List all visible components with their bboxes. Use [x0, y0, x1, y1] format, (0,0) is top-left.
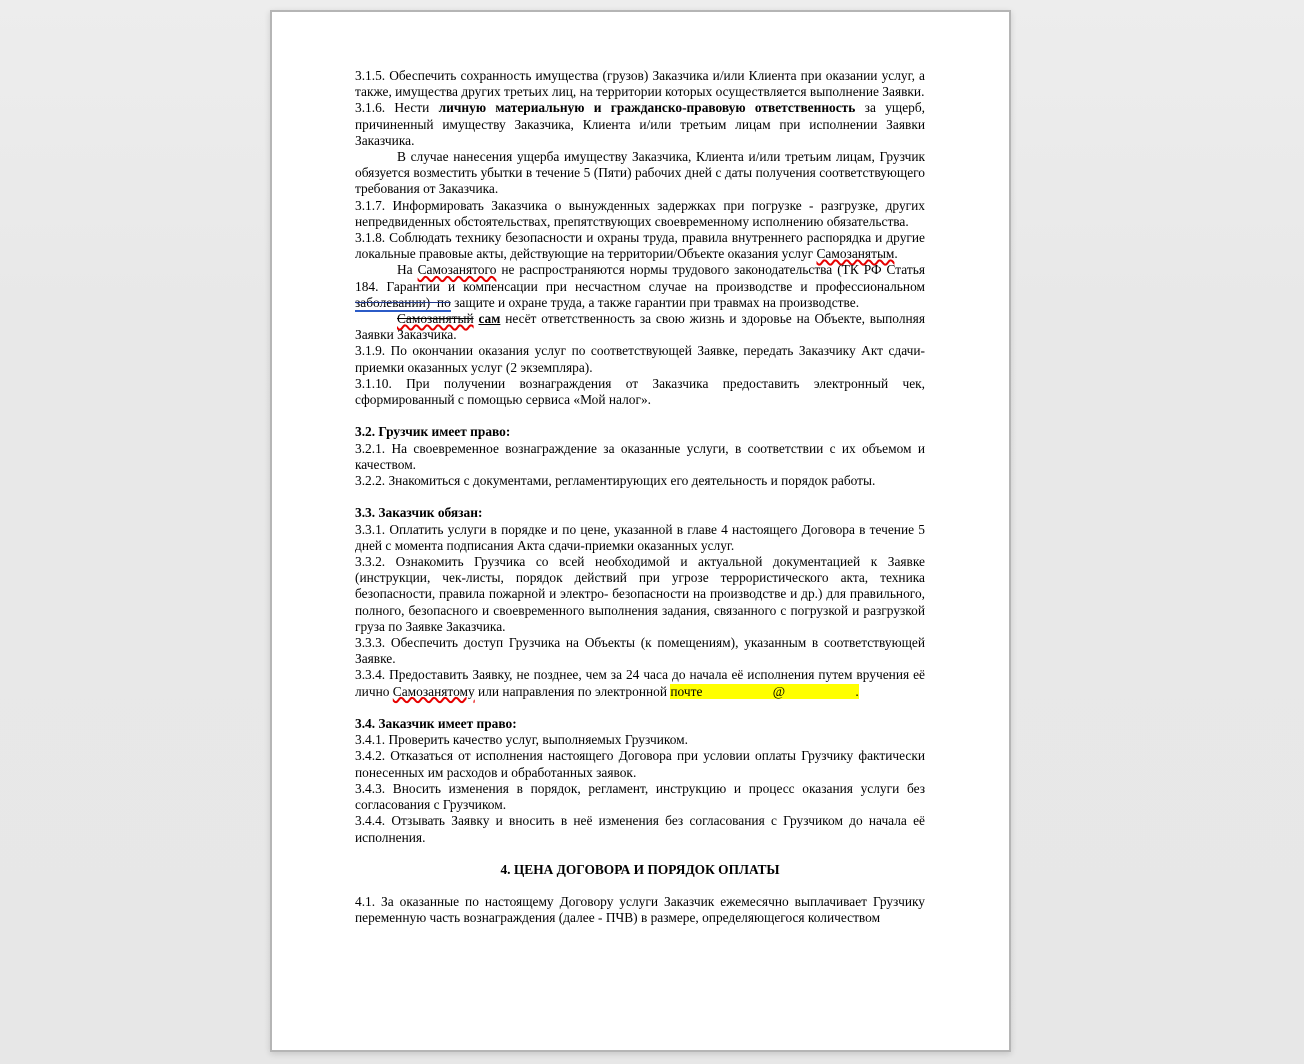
paragraph: [355, 667, 925, 699]
paragraph: [355, 230, 925, 262]
text-run: 3.3.2. Ознакомить Грузчика со всей необходимой и актуальной документацией к Заявке (инструкции, чек-листы, порядок действий при угрозе террористического акта, техника безопасности, правила пожарной и электро- безопасности на производстве и др.) для правильного, полного, безопасного и своевременного выполнения задания, связанного с погрузкой и разгрузкой груза по Заявке Заказчика.: [355, 554, 925, 634]
text-run: не распространяются нормы трудового законодательства (ТК РФ Статья 184. Гарантии и компенсации при несчастном случае на производстве и профессиональном: [355, 262, 925, 294]
text-run: 3.4.3. Вносить изменения в порядок, регламент, инструкцию и процесс оказания услуги без согласования с Грузчиком.: [355, 780, 925, 813]
paragraph: [355, 748, 925, 780]
text-run: 3.3.3. Обеспечить доступ Грузчика на Объекты (к помещениям), указанным в соответствующей Заявке.: [355, 635, 925, 667]
paragraph: [355, 554, 925, 635]
text-run: 3.4.2. Отказаться от исполнения настоящего Договора при условии оплаты Грузчику фактически понесенных им расходов и обработанных заявок.: [355, 748, 925, 780]
text-run: 3.3.1. Оплатить услуги в порядке и по цене, указанной в главе 4 настоящего Договора в течение 5 дней с момента подписания Акта сдачи-приемки оказанных услуг.: [355, 521, 925, 553]
text-run: 4.1. За оказанные по настоящему Договору услуги Заказчик ежемесячно выплачивает Грузчику переменную часть вознаграждения (далее - ПЧВ) в размере, определяющегося количеством: [355, 894, 925, 926]
blank-line: [355, 878, 925, 894]
text-run: 3.1.6. Нести: [355, 100, 439, 116]
paragraph: [355, 894, 925, 926]
blank-line: [355, 408, 925, 424]
blank-line: [355, 846, 925, 862]
paragraph: [355, 813, 925, 845]
paragraph: [355, 198, 925, 230]
text-run: В случае нанесения ущерба имуществу Заказчика, Клиента и/или третьим лицам, Грузчик обязуется возместить убытки в течение 5 (Пяти) рабочих дней с даты получения соответствующего требования от Заказчика.: [355, 149, 925, 197]
paragraph: [355, 68, 925, 100]
text-run: или направления по электронной: [474, 683, 671, 699]
paragraph: [355, 311, 925, 343]
text-run: 3.2.2. Знакомиться с документами, регламентирующих его деятельность и порядок работы.: [355, 473, 876, 489]
bold-text: личную материальную и гражданско-правовую ответственность: [438, 100, 856, 116]
paragraph: [355, 343, 925, 375]
text-run: несёт ответственность за свою жизнь и здоровье на Объекте, выполняя Заявки Заказчика.: [355, 311, 925, 343]
text-run: защите и охране труда, а также гарантии при травмах на производстве.: [450, 294, 860, 310]
inserted-underlined-text: сам: [478, 311, 501, 327]
paragraph: [355, 149, 925, 198]
paragraph: [355, 100, 925, 149]
misspelled-word: Самозанятым: [816, 246, 895, 262]
text-run: 3.2.1. На своевременное вознаграждение за оказанные услуги, в соответствии с их объемом и качеством.: [355, 440, 925, 472]
paragraph: [355, 862, 925, 878]
paragraph: [355, 716, 925, 732]
paragraph: [355, 441, 925, 473]
bold-text: 4. ЦЕНА ДОГОВОРА И ПОРЯДОК ОПЛАТЫ: [500, 861, 780, 877]
paragraph: [355, 376, 925, 408]
paragraph: [355, 635, 925, 667]
paragraph: [355, 505, 925, 521]
text-run: 3.1.9. По окончании оказания услуг по соответствующей Заявке, передать Заказчику Акт сдачи-приемки оказанных услуг (2 экземпляра).: [355, 343, 925, 375]
blank-line: [355, 489, 925, 505]
strikethrough-text: Самозанятый: [397, 311, 474, 327]
bold-text: 3.2. Грузчик имеет право:: [355, 424, 511, 440]
bold-text: 3.3. Заказчик обязан:: [355, 505, 483, 521]
text-run: 3.4.4. Отзывать Заявку и вносить в неё изменения без согласования с Грузчиком до начала её исполнения.: [355, 813, 925, 845]
tracked-change-deletion: заболевании) по: [355, 294, 451, 310]
paragraph: [355, 262, 925, 311]
paragraph: [355, 522, 925, 554]
deleted-misspelled-word: [397, 311, 474, 326]
bold-text: 3.4. Заказчик имеет право:: [355, 716, 517, 732]
text-run: 3.1.5. Обеспечить сохранность имущества (грузов) Заказчика и/или Клиента при оказании услуг, а также, имущества других третьих лиц, на территории которых осуществляется выполнение Заявки.: [355, 68, 925, 100]
paragraph: [355, 473, 925, 489]
paragraph: [355, 732, 925, 748]
text-run: 3.4.1. Проверить качество услуг, выполняемых Грузчиком.: [355, 732, 688, 748]
misspelled-word: Самозанятому: [392, 683, 475, 699]
misspelled-word: Самозанятого: [417, 262, 497, 278]
text-run: 3.1.8. Соблюдать технику безопасности и охраны труда, правила внутреннего распорядка и другие локальные правовые акты, действующие на территории/Объекте оказания услуг: [355, 230, 925, 262]
text-run: .: [894, 246, 898, 262]
paragraph: [355, 424, 925, 440]
text-run: за ущерб, причиненный имуществу Заказчика, Клиента и/или третьим лицам при исполнении Заявки Заказчика.: [355, 100, 925, 148]
blank-line: [355, 700, 925, 716]
text-run: 3.1.7. Информировать Заказчика о вынужденных задержках при погрузке - разгрузке, других непредвиденных обстоятельствах, препятствующих своевременному исполнению обязательства.: [355, 197, 925, 229]
text-run: 3.1.10. При получении вознаграждения от Заказчика предоставить электронный чек, сформированный с помощью сервиса «Мой налог».: [355, 375, 925, 408]
paragraph: [355, 781, 925, 813]
text-run: 3.3.4. Предоставить Заявку, не позднее, чем за 24 часа до начала её исполнения путем вручения её лично: [355, 667, 925, 699]
text-run: На: [397, 262, 418, 278]
document-page: [270, 10, 1011, 1052]
highlighted-email-blank: почте @ .: [670, 683, 859, 699]
